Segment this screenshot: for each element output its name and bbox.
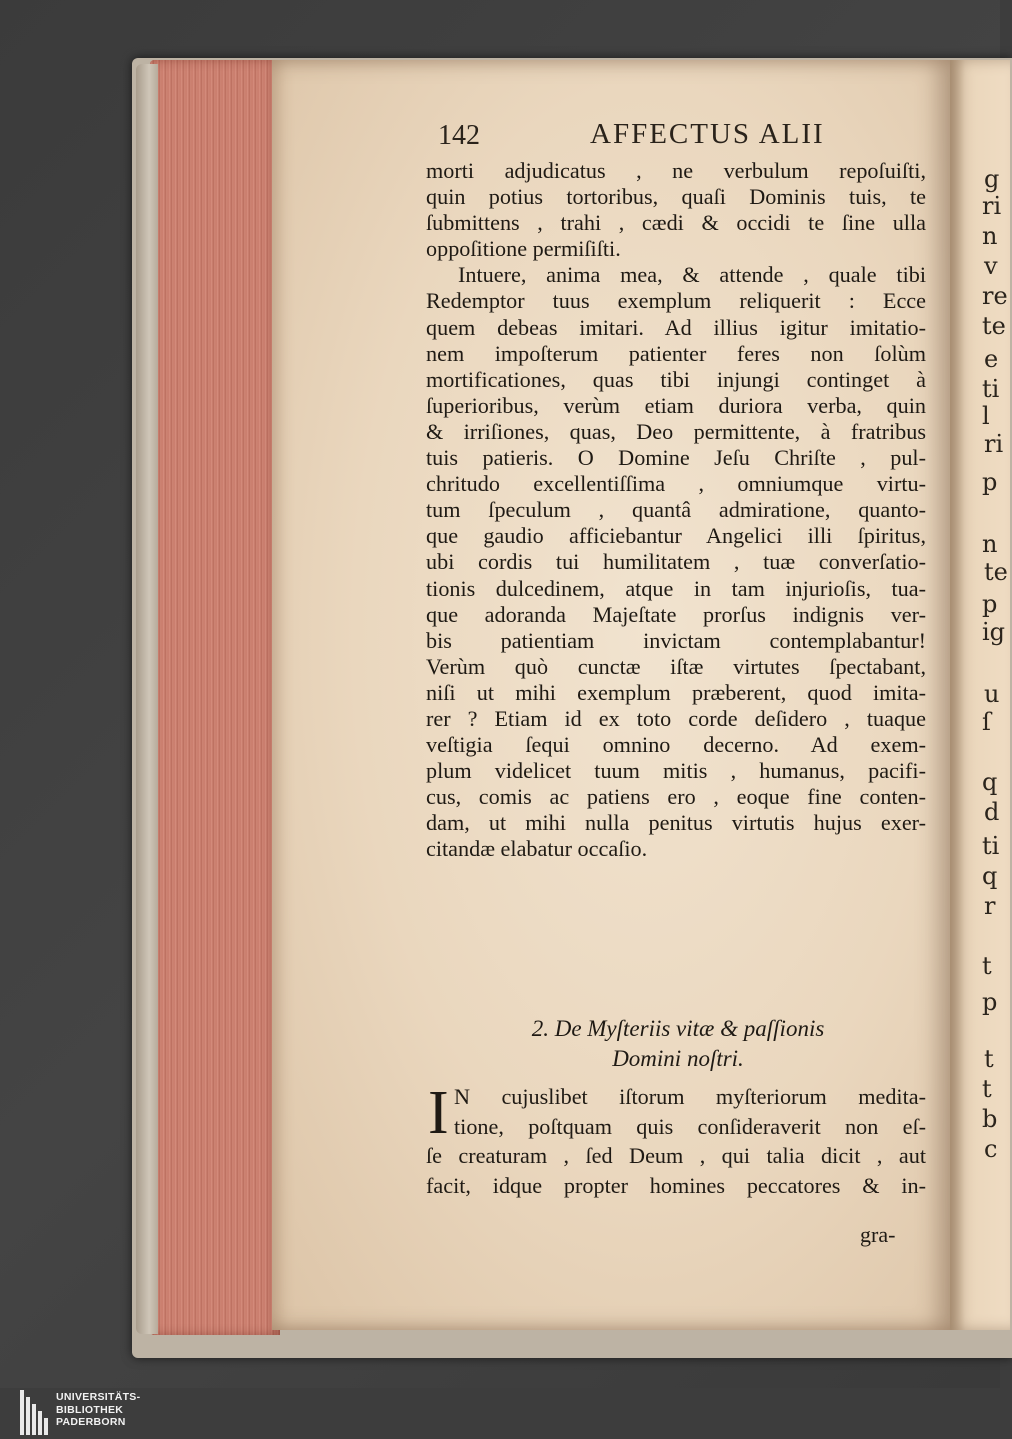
text-line: tum ſpeculum , quantâ admiratione, quanto-	[426, 497, 926, 523]
facing-page-fragment: t	[984, 1045, 994, 1073]
facing-page-fragment: q	[982, 768, 998, 796]
facing-page-fragment: t	[982, 952, 992, 980]
facing-page-fragment: p	[982, 468, 998, 496]
running-title: AFFECTUS ALII	[590, 118, 825, 150]
footer-bar	[0, 1388, 1000, 1439]
text-line: rer ? Etiam id ex toto corde deſidero , tuaque	[426, 705, 926, 731]
library-logo-icon	[20, 1390, 50, 1435]
facing-page-fragment: v	[984, 252, 998, 280]
library-name-line: BIBLIOTHEK	[56, 1403, 124, 1416]
page-edges	[150, 60, 280, 1335]
facing-page-fragment: re	[982, 282, 1008, 310]
final-paragraph	[426, 1079, 926, 1200]
text-line: ubi cordis tui humilitatem , tuæ converſatio-	[426, 549, 926, 575]
body-text	[426, 158, 926, 863]
text-line: ſubmittens , trahi , cædi & occidi te ſine ulla	[426, 210, 926, 236]
facing-page-fragment: t	[982, 1075, 992, 1103]
section-heading-line: Domini noſtri.	[612, 1046, 744, 1071]
text-line: veſtigia ſequi omnino decerno. Ad exem-	[426, 732, 926, 758]
facing-page-fragment: r	[984, 892, 996, 920]
text-line: N cujuslibet iſtorum myſteriorum medita-	[454, 1084, 926, 1109]
facing-page-fragment: g	[984, 165, 1000, 193]
facing-page-fragment: ig	[982, 618, 1006, 646]
section-heading-line: 2. De Myſteriis vitæ & paſſionis	[531, 1016, 825, 1041]
library-name-line: UNIVERSITÄTS-	[56, 1391, 141, 1403]
text-line: oppoſitione permiſiſti.	[426, 236, 621, 262]
facing-page-fragment: c	[984, 1135, 998, 1163]
text-line: ſe creaturam , ſed Deum , qui talia dicit , aut	[426, 1143, 926, 1168]
facing-page-fragment: n	[982, 530, 998, 558]
facing-page-fragment: p	[982, 988, 998, 1016]
text-line: quin potius tortoribus, quaſi Dominis tuis, te	[426, 184, 926, 210]
library-name-line: PADERBORN	[56, 1416, 126, 1428]
library-name	[56, 1391, 140, 1429]
text-line: & irriſiones, quas, Deo permittente, à fratribus	[426, 418, 926, 444]
text-line: citandæ elabatur occaſio.	[426, 836, 648, 862]
text-line: cus, comis ac patiens ero , eoque fine conten-	[426, 784, 926, 810]
text-line: mortificationes, quas tibi injungi continget à	[426, 366, 926, 392]
text-line: ſuperioribus, verùm etiam duriora verba, quin	[426, 392, 926, 418]
text-line: bis patientiam invictam contemplabantur!	[426, 627, 926, 653]
facing-page-fragment: ti	[982, 375, 1000, 403]
section-heading	[430, 1014, 926, 1074]
facing-page-fragment: n	[982, 222, 998, 250]
running-head	[438, 112, 828, 160]
text-line: Verùm quò cunctæ iſtæ virtutes ſpectabant,	[426, 653, 926, 679]
book-spine-edge	[136, 64, 158, 1334]
facing-page-fragment: u	[984, 680, 1000, 708]
facing-page-fragment: q	[982, 862, 998, 890]
text-line: chritudo excellentiſſima , omniumque virtu-	[426, 471, 926, 497]
facing-page	[950, 60, 1010, 1330]
text-line: plum videlicet tuum mitis , humanus, pacifi-	[426, 758, 926, 784]
facing-page-fragment: te	[984, 558, 1008, 586]
text-line: Redemptor tuus exemplum reliquerit : Ecce	[426, 288, 926, 314]
text-line: niſi ut mihi exemplum præberent, quod imita-	[426, 679, 926, 705]
facing-page-fragment: b	[982, 1105, 998, 1133]
page-number: 142	[438, 120, 480, 151]
text-line: morti adjudicatus , ne verbulum repoſuiſti,	[426, 158, 926, 183]
facing-page-fragment: ri	[982, 192, 1002, 220]
text-line: nem impoſterum patienter feres non ſolùm	[426, 340, 926, 366]
facing-page-fragment: e	[984, 345, 999, 373]
text-line: que gaudio afficiebantur Angelici illi ſpiritus,	[426, 523, 926, 549]
text-line: Intuere, anima mea, & attende , quale tibi	[458, 262, 926, 288]
text-line: dam, ut mihi nulla penitus virtutis hujus exer-	[426, 810, 926, 836]
drop-cap: I	[428, 1079, 449, 1147]
facing-page-fragment: ri	[984, 430, 1004, 458]
text-line: tuis patieris. O Domine Jeſu Chriſte , pul-	[426, 445, 926, 471]
facing-page-fragment: ſ	[982, 708, 991, 736]
facing-page-fragment: p	[982, 590, 998, 618]
text-line: quem debeas imitari. Ad illius igitur imitatio-	[426, 314, 926, 340]
facing-page-fragment: d	[984, 798, 1000, 826]
text-line: facit, idque propter homines peccatores & in-	[426, 1172, 926, 1198]
facing-page-fragment: te	[982, 312, 1006, 340]
text-line: tione, poſtquam quis conſideraverit non eſ-	[454, 1113, 926, 1139]
text-line: tionis dulcedinem, atque in tam injurioſis, tua-	[426, 575, 926, 601]
catchword: gra-	[860, 1222, 896, 1247]
text-line: que adoranda Majeſtate prorſus indignis ver-	[426, 601, 926, 627]
facing-page-fragment: ti	[982, 832, 1000, 860]
facing-page-fragment: l	[982, 402, 990, 430]
